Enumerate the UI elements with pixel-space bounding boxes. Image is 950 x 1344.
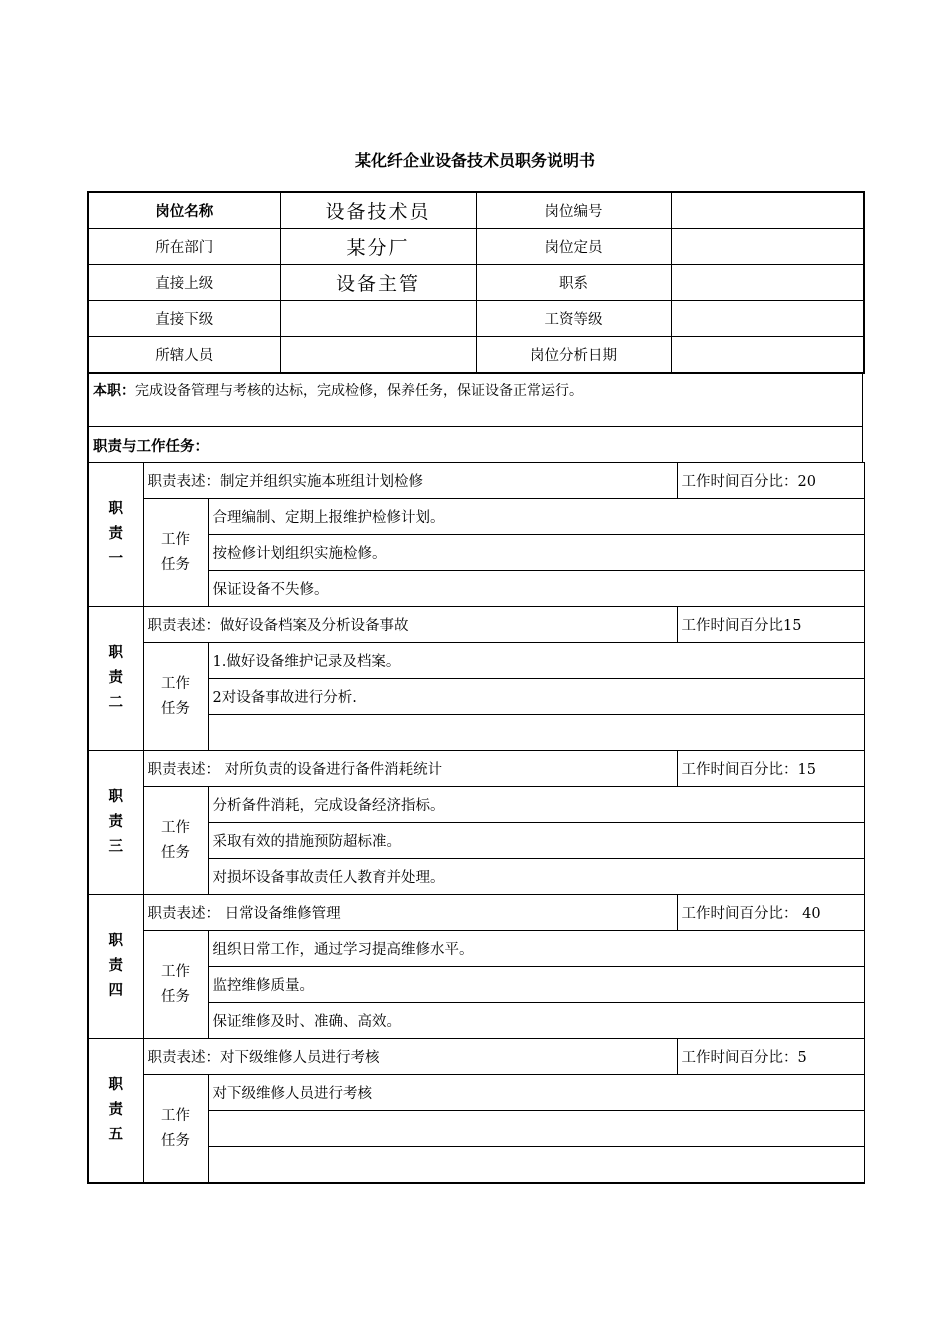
info-label: 职系 [476,265,671,301]
duty-row [88,895,864,931]
info-row [88,301,864,337]
duty-time-percentage: 工作时间百分比： 40 [677,895,864,931]
main-duty-section [87,372,863,427]
info-value [280,337,476,374]
main-duty-text: 完成设备管理与考核的达标，完成检修，保养任务，保证设备正常运行。 [135,383,583,399]
duty-label: 职 责 三 [88,751,143,895]
task-item: 保证维修及时、准确、高效。 [208,1003,864,1039]
duties-heading-section [87,427,863,463]
info-value: 设备技术员 [280,192,476,229]
duty-time-percentage: 工作时间百分比15 [677,607,864,643]
duty-description: 职责表述： 日常设备维修管理 [143,895,677,931]
duty-description: 职责表述：制定并组织实施本班组计划检修 [143,463,677,499]
info-value [671,192,864,229]
info-label: 直接上级 [88,265,280,301]
duty-time-percentage: 工作时间百分比：5 [677,1039,864,1075]
task-row [88,1075,864,1111]
duty-row [88,751,864,787]
info-value: 设备主管 [280,265,476,301]
duty-row [88,463,864,499]
duty-description: 职责表述：做好设备档案及分析设备事故 [143,607,677,643]
info-label: 直接下级 [88,301,280,337]
info-label: 工资等级 [476,301,671,337]
info-row [88,337,864,374]
task-label: 工作 任务 [143,643,208,751]
position-info-table [87,191,865,374]
task-label: 工作 任务 [143,499,208,607]
duties-heading: 职责与工作任务： [93,439,209,455]
task-item: 对损坏设备事故责任人教育并处理。 [208,859,864,895]
task-row [88,643,864,679]
task-item [208,1147,864,1184]
info-label: 所在部门 [88,229,280,265]
task-item [208,715,864,751]
task-row [88,787,864,823]
task-label: 工作 任务 [143,787,208,895]
duty-label: 职 责 一 [88,463,143,607]
duty-label: 职 责 五 [88,1039,143,1184]
task-item: 分析备件消耗，完成设备经济指标。 [208,787,864,823]
info-row [88,192,864,229]
duty-label: 职 责 四 [88,895,143,1039]
task-row [88,499,864,535]
duty-description: 职责表述： 对所负责的设备进行备件消耗统计 [143,751,677,787]
duty-label: 职 责 二 [88,607,143,751]
duty-row [88,607,864,643]
info-value [671,265,864,301]
info-row [88,229,864,265]
info-label: 岗位定员 [476,229,671,265]
task-item [208,1111,864,1147]
duties-table [87,462,865,1184]
duty-description: 职责表述：对下级维修人员进行考核 [143,1039,677,1075]
duty-row [88,1039,864,1075]
task-item: 对下级维修人员进行考核 [208,1075,864,1111]
task-item: 按检修计划组织实施检修。 [208,535,864,571]
info-label: 岗位编号 [476,192,671,229]
document-title: 某化纤企业设备技术员职务说明书 [354,151,595,170]
info-value [671,301,864,337]
duty-time-percentage: 工作时间百分比：20 [677,463,864,499]
main-duty-label: 本职： [93,383,135,399]
info-label: 岗位分析日期 [476,337,671,374]
task-label: 工作 任务 [143,1075,208,1184]
info-value [671,229,864,265]
task-item: 2对设备事故进行分析. [208,679,864,715]
task-item: 组织日常工作，通过学习提高维修水平。 [208,931,864,967]
info-row [88,265,864,301]
task-item: 1.做好设备维护记录及档案。 [208,643,864,679]
duty-time-percentage: 工作时间百分比：15 [677,751,864,787]
info-label: 岗位名称 [88,192,280,229]
task-label: 工作 任务 [143,931,208,1039]
info-label: 所辖人员 [88,337,280,374]
info-value [671,337,864,374]
info-value: 某分厂 [280,229,476,265]
task-item: 监控维修质量。 [208,967,864,1003]
task-item: 采取有效的措施预防超标准。 [208,823,864,859]
task-item: 保证设备不失修。 [208,571,864,607]
task-row [88,931,864,967]
task-item: 合理编制、定期上报维护检修计划。 [208,499,864,535]
info-value [280,301,476,337]
